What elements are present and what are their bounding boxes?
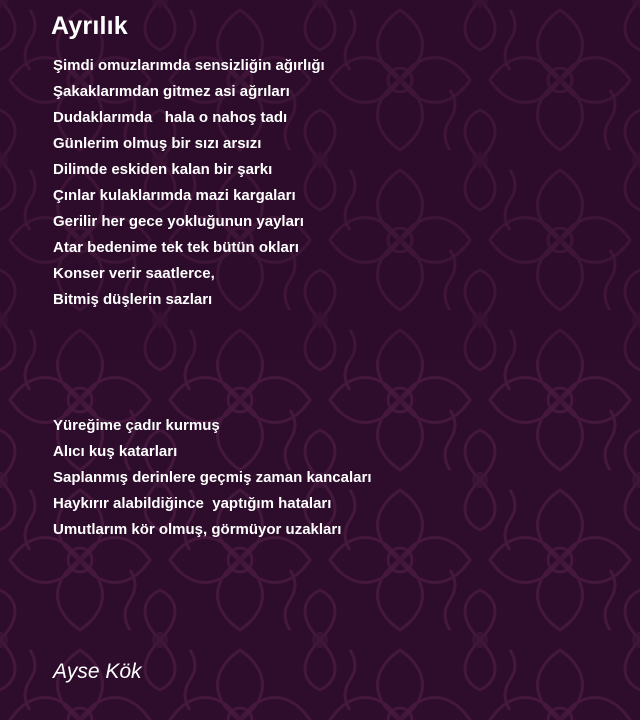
poem-line: Atar bedenime tek tek bütün okları: [53, 239, 299, 256]
poem-line: Şakaklarımdan gitmez asi ağrıları: [53, 83, 290, 100]
poem-line: Alıcı kuş katarları: [53, 443, 178, 460]
poem-stanza-1: [53, 53, 325, 313]
poem-line: Umutlarım kör olmuş, görmüyor uzakları: [53, 521, 342, 538]
poem-line: Yüreğime çadır kurmuş: [53, 417, 220, 434]
poem-line: Günlerim olmuş bir sızı arsızı: [53, 135, 262, 152]
poem-line: Dudaklarımda hala o nahoş tadı: [53, 109, 288, 126]
poem-line: Saplanmış derinlere geçmiş zaman kancaları: [53, 469, 372, 486]
poem-line: Bitmiş düşlerin sazları: [53, 291, 213, 308]
poem-line: Çınlar kulaklarımda mazi kargaları: [53, 187, 296, 204]
poem-line: Şimdi omuzlarımda sensizliğin ağırlığı: [53, 57, 325, 74]
poem-line: Gerilir her gece yokluğunun yayları: [53, 213, 304, 230]
poem-line: Konser verir saatlerce,: [53, 265, 215, 282]
poem-stanza-2: [53, 413, 372, 543]
poem-line: Dilimde eskiden kalan bir şarkı: [53, 161, 273, 178]
poem-title: Ayrılık: [51, 12, 128, 40]
poem-author: Ayse Kök: [53, 660, 142, 683]
poem-line: Haykırır alabildiğince yaptığım hataları: [53, 495, 332, 512]
